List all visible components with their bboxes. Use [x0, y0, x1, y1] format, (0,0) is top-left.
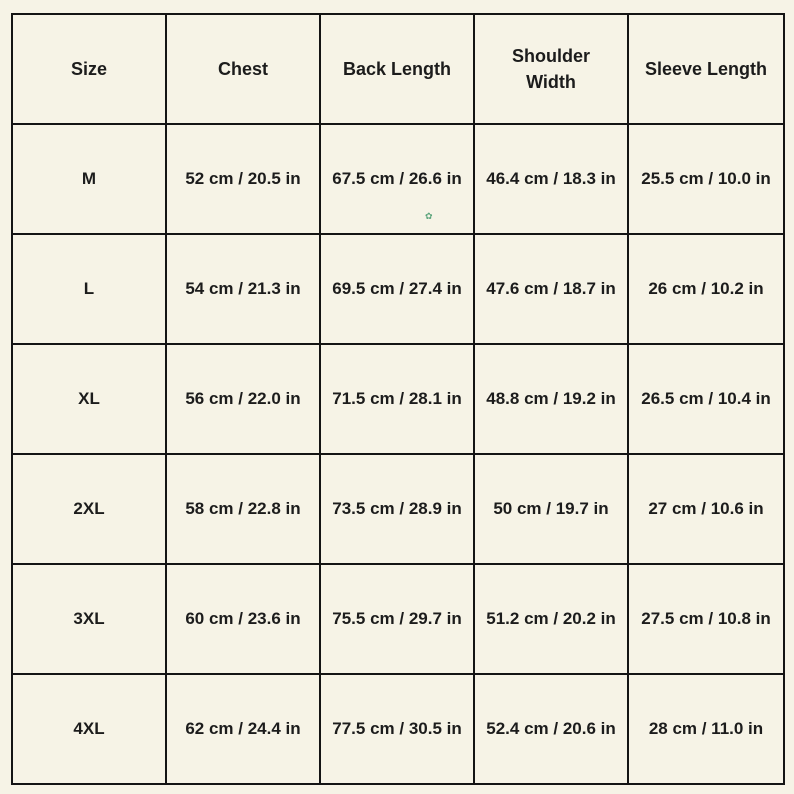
- size-chart-table: [11, 13, 785, 785]
- speck-mark: ✿: [425, 211, 433, 221]
- cell-size: M: [12, 124, 166, 234]
- cell-sleeve-length: 27 cm / 10.6 in: [628, 454, 784, 564]
- cell-chest: 56 cm / 22.0 in: [166, 344, 320, 454]
- header-sleeve-length: Sleeve Length: [628, 14, 784, 124]
- cell-shoulder-width: 50 cm / 19.7 in: [474, 454, 628, 564]
- cell-size: 2XL: [12, 454, 166, 564]
- cell-back-length: 73.5 cm / 28.9 in: [320, 454, 474, 564]
- cell-back-length: 67.5 cm / 26.6 in: [320, 124, 474, 234]
- header-size: Size: [12, 14, 166, 124]
- cell-chest: 58 cm / 22.8 in: [166, 454, 320, 564]
- cell-sleeve-length: 28 cm / 11.0 in: [628, 674, 784, 784]
- cell-shoulder-width: 51.2 cm / 20.2 in: [474, 564, 628, 674]
- header-chest: Chest: [166, 14, 320, 124]
- cell-size: XL: [12, 344, 166, 454]
- cell-chest: 52 cm / 20.5 in: [166, 124, 320, 234]
- table-row: [12, 674, 784, 784]
- cell-back-length: 75.5 cm / 29.7 in: [320, 564, 474, 674]
- cell-back-length: 69.5 cm / 27.4 in: [320, 234, 474, 344]
- cell-back-length: 77.5 cm / 30.5 in: [320, 674, 474, 784]
- cell-shoulder-width: 48.8 cm / 19.2 in: [474, 344, 628, 454]
- cell-shoulder-width: 52.4 cm / 20.6 in: [474, 674, 628, 784]
- header-shoulder-width: Shoulder Width: [474, 14, 628, 124]
- table-row: [12, 124, 784, 234]
- cell-chest: 62 cm / 24.4 in: [166, 674, 320, 784]
- table-row: [12, 234, 784, 344]
- cell-sleeve-length: 25.5 cm / 10.0 in: [628, 124, 784, 234]
- cell-back-length: 71.5 cm / 28.1 in: [320, 344, 474, 454]
- header-row: [12, 14, 784, 124]
- cell-size: 4XL: [12, 674, 166, 784]
- header-back-length: Back Length: [320, 14, 474, 124]
- cell-sleeve-length: 26.5 cm / 10.4 in: [628, 344, 784, 454]
- cell-shoulder-width: 47.6 cm / 18.7 in: [474, 234, 628, 344]
- cell-shoulder-width: 46.4 cm / 18.3 in: [474, 124, 628, 234]
- cell-sleeve-length: 27.5 cm / 10.8 in: [628, 564, 784, 674]
- table-row: [12, 454, 784, 564]
- cell-size: 3XL: [12, 564, 166, 674]
- cell-size: L: [12, 234, 166, 344]
- cell-chest: 54 cm / 21.3 in: [166, 234, 320, 344]
- table-row: [12, 564, 784, 674]
- cell-sleeve-length: 26 cm / 10.2 in: [628, 234, 784, 344]
- cell-chest: 60 cm / 23.6 in: [166, 564, 320, 674]
- table-row: [12, 344, 784, 454]
